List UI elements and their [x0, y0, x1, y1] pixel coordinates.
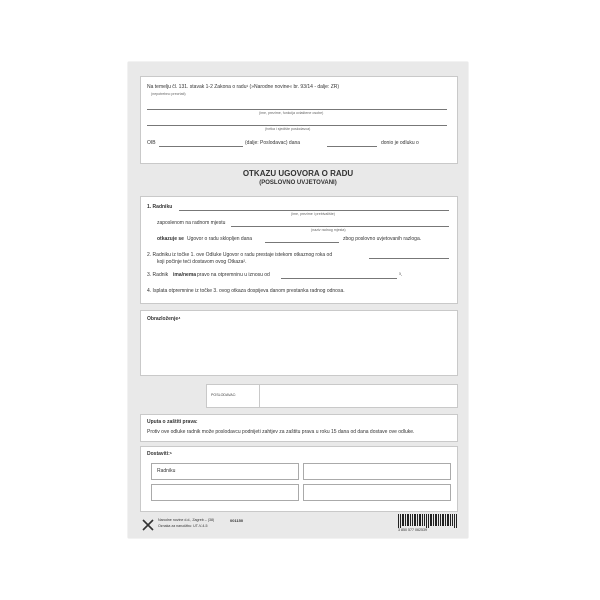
item3-end: ³.: [399, 272, 403, 278]
form-subtitle: (POSLOVNO UVJETOVANI): [259, 180, 337, 186]
employer-hint: (ime, prezime, funkcija ovlaštene osobe): [259, 111, 324, 115]
explanation-box[interactable]: [140, 310, 458, 376]
explanation-label: Obrazloženje⁴: [147, 316, 181, 322]
form-title: OTKAZU UGOVORA O RADU: [242, 169, 354, 178]
item2-line-b: koji počinje teći dostavom ovog Otkaza².: [157, 259, 247, 265]
barcode-number: 3 850 577 062539: [398, 528, 427, 532]
contract-date-line[interactable]: [265, 242, 339, 243]
decision-box: [140, 196, 458, 304]
delivery-box: [140, 446, 458, 512]
employer-label: POSLODAVAC:: [211, 393, 237, 397]
employer-line[interactable]: [147, 109, 447, 110]
legal-note: (nepotrebno precrtati): [151, 92, 186, 96]
firm-line[interactable]: [147, 125, 447, 126]
workplace-line[interactable]: [231, 226, 449, 227]
worker-name-line[interactable]: [179, 210, 449, 211]
instruction-box: [140, 414, 458, 442]
form-number: 001150: [230, 518, 244, 523]
barcode: [398, 514, 458, 528]
item4-text: 4. Isplata otpremnine iz točke 3. ovog otkaza dospijeva danom prestanka radnog odnosa.: [147, 288, 345, 294]
item1-label: 1. Radniku: [147, 204, 173, 210]
oib-line[interactable]: [159, 146, 243, 147]
cancel-text: Ugovor o radu sklopljen dana: [187, 236, 253, 242]
publisher-text: Narodne novine d.d., Zagreb – (38): [158, 518, 215, 522]
firm-hint: (tvrtka i sjedište poslodavca): [265, 127, 311, 131]
oib-label: OIB: [147, 140, 156, 146]
workplace-label: zaposlenom na radnom mjestu: [157, 220, 226, 226]
signature-divider: [259, 385, 260, 407]
employer-signature-box[interactable]: [206, 384, 458, 408]
form-page: [128, 62, 468, 538]
instruction-title: Uputa o zaštiti prava:: [147, 419, 198, 425]
date-line[interactable]: [327, 146, 377, 147]
delivery-cell-2[interactable]: [303, 463, 451, 480]
legal-basis-text: Na temelju čl. 131. stavak 1-2 Zakona o radu¹ (»Narodne novine« br. 93/14 - dalje: ZR): [147, 84, 340, 90]
oib-end: donio je odluku o: [381, 140, 419, 146]
item3-b: pravo na otpremninu u iznosu od: [197, 272, 270, 278]
workplace-hint: (naziv radnog mjesta): [311, 228, 346, 232]
publisher-logo: [142, 518, 154, 530]
header-box: [140, 76, 458, 164]
worker-name-hint: (ime, prezime i prebivalište): [291, 212, 335, 216]
delivery-title: Dostaviti:⁵: [147, 451, 173, 457]
cancel-bold: otkazuje se: [157, 236, 184, 242]
delivery-cell-3[interactable]: [151, 484, 299, 501]
delivery-cell-1-label: Radniku: [157, 468, 176, 474]
notice-period-line[interactable]: [369, 258, 449, 259]
item3-a: 3. Radnik: [147, 272, 169, 278]
item2-line-a: 2. Radniku iz točke 1. ove Odluke Ugovor o radu prestaje istekom otkaznog roka od: [147, 252, 333, 258]
order-code: Oznaka za narudžbu: UT-V-4-5: [158, 524, 208, 528]
instruction-text: Protiv ove odluke radnik može poslodavcu podnijeti zahtjev za zaštitu prava u roku 15 dana od dana dostave ove odluke.: [147, 429, 415, 435]
delivery-cell-4[interactable]: [303, 484, 451, 501]
severance-line[interactable]: [281, 278, 397, 279]
delivery-cell-1[interactable]: [151, 463, 299, 480]
cancel-end: zbog poslovno uvjetovanih razloga.: [343, 236, 422, 242]
item3-bold: ima/nema: [173, 272, 197, 278]
oib-middle: (dalje: Poslodavac) dana: [245, 140, 301, 146]
